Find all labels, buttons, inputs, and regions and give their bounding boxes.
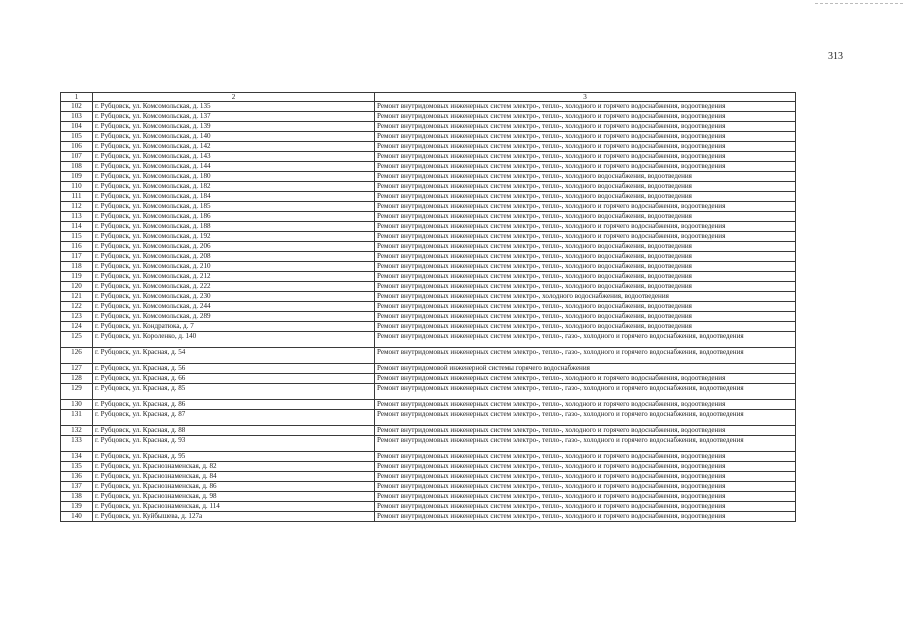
row-address: г. Рубцовск, ул. Красная, д. 56 bbox=[93, 364, 375, 374]
table-row bbox=[61, 462, 796, 472]
row-number: 122 bbox=[61, 302, 93, 312]
row-address: г. Рубцовск, ул. Комсомольская, д. 222 bbox=[93, 282, 375, 292]
row-number: 116 bbox=[61, 242, 93, 252]
row-work: Ремонт внутридомовых инженерных систем электро-, тепло-, холодного водоснабжения, водоотведения bbox=[375, 252, 796, 262]
row-address: г. Рубцовск, ул. Комсомольская, д. 212 bbox=[93, 272, 375, 282]
row-work: Ремонт внутридомовых инженерных систем электро-, тепло-, холодного водоснабжения, водоотведения bbox=[375, 172, 796, 182]
table-row bbox=[61, 272, 796, 282]
row-work: Ремонт внутридомовых инженерных систем электро-, тепло-, холодного и горячего водоснабжения, водоотведения bbox=[375, 122, 796, 132]
row-number: 115 bbox=[61, 232, 93, 242]
table-row bbox=[61, 282, 796, 292]
row-number: 106 bbox=[61, 142, 93, 152]
table-row bbox=[61, 202, 796, 212]
row-work: Ремонт внутридомовых инженерных систем электро-, тепло-, холодного и горячего водоснабжения, водоотведения bbox=[375, 162, 796, 172]
row-number: 135 bbox=[61, 462, 93, 472]
table-row bbox=[61, 242, 796, 252]
row-work: Ремонт внутридомовых инженерных систем электро-, тепло-, холодного водоснабжения, водоотведения bbox=[375, 262, 796, 272]
header-col-3: 3 bbox=[375, 93, 796, 102]
row-work: Ремонт внутридомовых инженерных систем электро-, холодного водоснабжения, водоотведения bbox=[375, 292, 796, 302]
row-number: 107 bbox=[61, 152, 93, 162]
row-number: 138 bbox=[61, 492, 93, 502]
row-address: г. Рубцовск, ул. Комсомольская, д. 244 bbox=[93, 302, 375, 312]
row-address: г. Рубцовск, ул. Краснознаменская, д. 84 bbox=[93, 472, 375, 482]
row-work: Ремонт внутридомовых инженерных систем электро-, тепло-, холодного и горячего водоснабжения, водоотведения bbox=[375, 142, 796, 152]
table-row bbox=[61, 222, 796, 232]
row-address: г. Рубцовск, ул. Короленко, д. 140 bbox=[93, 332, 375, 348]
row-number: 132 bbox=[61, 426, 93, 436]
table-row bbox=[61, 122, 796, 132]
table-row bbox=[61, 132, 796, 142]
row-work: Ремонт внутридомовых инженерных систем электро-, тепло-, холодного водоснабжения, водоотведения bbox=[375, 272, 796, 282]
row-number: 133 bbox=[61, 436, 93, 452]
row-work: Ремонт внутридомовых инженерных систем электро-, тепло-, холодного и горячего водоснабжения, водоотведения bbox=[375, 426, 796, 436]
table-row bbox=[61, 332, 796, 348]
table-row bbox=[61, 400, 796, 410]
table-row bbox=[61, 452, 796, 462]
row-number: 114 bbox=[61, 222, 93, 232]
row-work: Ремонт внутридомовых инженерных систем электро-, тепло-, холодного и горячего водоснабжения, водоотведения bbox=[375, 492, 796, 502]
row-address: г. Рубцовск, ул. Комсомольская, д. 139 bbox=[93, 122, 375, 132]
row-work: Ремонт внутридомовых инженерных систем электро-, тепло-, холодного и горячего водоснабжения, водоотведения bbox=[375, 232, 796, 242]
row-address: г. Рубцовск, ул. Красная, д. 87 bbox=[93, 410, 375, 426]
row-address: г. Рубцовск, ул. Куйбышева, д. 127а bbox=[93, 512, 375, 522]
row-number: 125 bbox=[61, 332, 93, 348]
table-row bbox=[61, 374, 796, 384]
row-number: 129 bbox=[61, 384, 93, 400]
row-address: г. Рубцовск, ул. Комсомольская, д. 206 bbox=[93, 242, 375, 252]
row-work: Ремонт внутридомовых инженерных систем электро-, тепло-, холодного и горячего водоснабжения, водоотведения bbox=[375, 132, 796, 142]
header-col-2: 2 bbox=[93, 93, 375, 102]
scan-artifact-line bbox=[815, 3, 903, 4]
row-work: Ремонт внутридомовых инженерных систем электро-, тепло-, холодного и горячего водоснабжения, водоотведения bbox=[375, 512, 796, 522]
row-number: 130 bbox=[61, 400, 93, 410]
row-address: г. Рубцовск, ул. Комсомольская, д. 210 bbox=[93, 262, 375, 272]
row-number: 117 bbox=[61, 252, 93, 262]
table-row bbox=[61, 162, 796, 172]
header-col-1: 1 bbox=[61, 93, 93, 102]
row-address: г. Рубцовск, ул. Кондратюка, д. 7 bbox=[93, 322, 375, 332]
row-number: 105 bbox=[61, 132, 93, 142]
row-work: Ремонт внутридомовых инженерных систем электро-, тепло-, холодного и горячего водоснабжения, водоотведения bbox=[375, 462, 796, 472]
row-number: 110 bbox=[61, 182, 93, 192]
row-address: г. Рубцовск, ул. Комсомольская, д. 230 bbox=[93, 292, 375, 302]
table-row bbox=[61, 492, 796, 502]
row-number: 128 bbox=[61, 374, 93, 384]
row-address: г. Рубцовск, ул. Комсомольская, д. 289 bbox=[93, 312, 375, 322]
row-work: Ремонт внутридомовых инженерных систем электро-, тепло-, холодного и горячего водоснабжения, водоотведения bbox=[375, 502, 796, 512]
table-row bbox=[61, 302, 796, 312]
table-row bbox=[61, 472, 796, 482]
row-address: г. Рубцовск, ул. Комсомольская, д. 184 bbox=[93, 192, 375, 202]
row-address: г. Рубцовск, ул. Краснознаменская, д. 86 bbox=[93, 482, 375, 492]
table-row bbox=[61, 426, 796, 436]
table-row bbox=[61, 102, 796, 112]
row-address: г. Рубцовск, ул. Комсомольская, д. 144 bbox=[93, 162, 375, 172]
row-work: Ремонт внутридомовых инженерных систем электро-, тепло-, холодного водоснабжения, водоотведения bbox=[375, 182, 796, 192]
row-address: г. Рубцовск, ул. Краснознаменская, д. 98 bbox=[93, 492, 375, 502]
row-address: г. Рубцовск, ул. Комсомольская, д. 182 bbox=[93, 182, 375, 192]
row-work: Ремонт внутридомовых инженерных систем электро-, тепло-, холодного водоснабжения, водоотведения bbox=[375, 322, 796, 332]
row-address: г. Рубцовск, ул. Красная, д. 66 bbox=[93, 374, 375, 384]
row-work: Ремонт внутридомовых инженерных систем электро-, тепло-, холодного и горячего водоснабжения, водоотведения bbox=[375, 452, 796, 462]
table-row bbox=[61, 142, 796, 152]
row-number: 109 bbox=[61, 172, 93, 182]
table-row bbox=[61, 312, 796, 322]
row-number: 136 bbox=[61, 472, 93, 482]
table-row bbox=[61, 152, 796, 162]
row-work: Ремонт внутридомовых инженерных систем электро-, тепло-, холодного и горячего водоснабжения, водоотведения bbox=[375, 374, 796, 384]
row-address: г. Рубцовск, ул. Красная, д. 88 bbox=[93, 426, 375, 436]
row-address: г. Рубцовск, ул. Комсомольская, д. 180 bbox=[93, 172, 375, 182]
row-work: Ремонт внутридомовых инженерных систем электро-, тепло-, холодного водоснабжения, водоотведения bbox=[375, 302, 796, 312]
table-row bbox=[61, 512, 796, 522]
row-number: 119 bbox=[61, 272, 93, 282]
table-row bbox=[61, 252, 796, 262]
row-address: г. Рубцовск, ул. Краснознаменская, д. 114 bbox=[93, 502, 375, 512]
table-body bbox=[61, 93, 796, 522]
row-number: 134 bbox=[61, 452, 93, 462]
table-row bbox=[61, 348, 796, 364]
row-number: 123 bbox=[61, 312, 93, 322]
row-address: г. Рубцовск, ул. Комсомольская, д. 140 bbox=[93, 132, 375, 142]
row-address: г. Рубцовск, ул. Комсомольская, д. 143 bbox=[93, 152, 375, 162]
table-row bbox=[61, 212, 796, 222]
row-number: 111 bbox=[61, 192, 93, 202]
row-address: г. Рубцовск, ул. Комсомольская, д. 135 bbox=[93, 102, 375, 112]
table-row bbox=[61, 182, 796, 192]
table-row bbox=[61, 410, 796, 426]
row-work: Ремонт внутридомовых инженерных систем электро-, тепло-, газо-, холодного и горячего водоснабжения, водоотведения bbox=[375, 410, 796, 426]
table-row bbox=[61, 436, 796, 452]
row-work: Ремонт внутридомовых инженерных систем электро-, тепло-, холодного водоснабжения, водоотведения bbox=[375, 282, 796, 292]
row-number: 104 bbox=[61, 122, 93, 132]
row-address: г. Рубцовск, ул. Красная, д. 85 bbox=[93, 384, 375, 400]
table-row bbox=[61, 322, 796, 332]
row-number: 127 bbox=[61, 364, 93, 374]
table-row bbox=[61, 502, 796, 512]
row-address: г. Рубцовск, ул. Комсомольская, д. 142 bbox=[93, 142, 375, 152]
row-number: 108 bbox=[61, 162, 93, 172]
row-address: г. Рубцовск, ул. Комсомольская, д. 185 bbox=[93, 202, 375, 212]
row-work: Ремонт внутридомовых инженерных систем электро-, тепло-, холодного и горячего водоснабжения, водоотведения bbox=[375, 112, 796, 122]
page-number: 313 bbox=[828, 51, 843, 62]
row-address: г. Рубцовск, ул. Краснознаменская, д. 82 bbox=[93, 462, 375, 472]
table-row bbox=[61, 292, 796, 302]
row-number: 131 bbox=[61, 410, 93, 426]
row-work: Ремонт внутридомовых инженерных систем электро-, тепло-, холодного водоснабжения, водоотведения bbox=[375, 242, 796, 252]
row-number: 139 bbox=[61, 502, 93, 512]
row-work: Ремонт внутридомовых инженерных систем электро-, тепло-, холодного и горячего водоснабжения, водоотведения bbox=[375, 152, 796, 162]
table-row bbox=[61, 364, 796, 374]
row-address: г. Рубцовск, ул. Комсомольская, д. 186 bbox=[93, 212, 375, 222]
row-number: 102 bbox=[61, 102, 93, 112]
row-work: Ремонт внутридомовых инженерных систем электро-, тепло-, холодного и горячего водоснабжения, водоотведения bbox=[375, 222, 796, 232]
table-row bbox=[61, 112, 796, 122]
row-number: 140 bbox=[61, 512, 93, 522]
row-number: 121 bbox=[61, 292, 93, 302]
table-row bbox=[61, 262, 796, 272]
row-number: 113 bbox=[61, 212, 93, 222]
row-work: Ремонт внутридомовых инженерных систем электро-, тепло-, холодного водоснабжения, водоотведения bbox=[375, 212, 796, 222]
row-work: Ремонт внутридомовых инженерных систем электро-, тепло-, газо-, холодного и горячего водоснабжения, водоотведения bbox=[375, 332, 796, 348]
row-address: г. Рубцовск, ул. Комсомольская, д. 192 bbox=[93, 232, 375, 242]
repair-table bbox=[60, 92, 796, 522]
row-work: Ремонт внутридомовых инженерных систем электро-, тепло-, холодного и горячего водоснабжения, водоотведения bbox=[375, 482, 796, 492]
table-row bbox=[61, 232, 796, 242]
row-work: Ремонт внутридомовых инженерных систем электро-, тепло-, холодного и горячего водоснабжения, водоотведения bbox=[375, 472, 796, 482]
table-row bbox=[61, 192, 796, 202]
row-work: Ремонт внутридомовых инженерных систем электро-, тепло-, холодного и горячего водоснабжения, водоотведения bbox=[375, 202, 796, 212]
row-address: г. Рубцовск, ул. Комсомольская, д. 188 bbox=[93, 222, 375, 232]
row-address: г. Рубцовск, ул. Красная, д. 54 bbox=[93, 348, 375, 364]
row-number: 103 bbox=[61, 112, 93, 122]
row-address: г. Рубцовск, ул. Красная, д. 86 bbox=[93, 400, 375, 410]
row-number: 118 bbox=[61, 262, 93, 272]
row-number: 112 bbox=[61, 202, 93, 212]
table-row bbox=[61, 482, 796, 492]
row-work: Ремонт внутридомовых инженерных систем электро-, тепло-, холодного и горячего водоснабжения, водоотведения bbox=[375, 400, 796, 410]
table-header-row bbox=[61, 93, 796, 102]
row-number: 120 bbox=[61, 282, 93, 292]
row-address: г. Рубцовск, ул. Красная, д. 95 bbox=[93, 452, 375, 462]
row-number: 124 bbox=[61, 322, 93, 332]
row-work: Ремонт внутридомовых инженерных систем электро-, тепло-, холодного и горячего водоснабжения, водоотведения bbox=[375, 102, 796, 112]
row-address: г. Рубцовск, ул. Красная, д. 93 bbox=[93, 436, 375, 452]
row-work: Ремонт внутридомовых инженерных систем электро-, тепло-, холодного водоснабжения, водоотведения bbox=[375, 192, 796, 202]
table-row bbox=[61, 172, 796, 182]
row-work: Ремонт внутридомовой инженерной системы горячего водоснабжения bbox=[375, 364, 796, 374]
row-work: Ремонт внутридомовых инженерных систем электро-, тепло-, газо-, холодного и горячего водоснабжения, водоотведения bbox=[375, 348, 796, 364]
table-row bbox=[61, 384, 796, 400]
row-address: г. Рубцовск, ул. Комсомольская, д. 137 bbox=[93, 112, 375, 122]
row-number: 137 bbox=[61, 482, 93, 492]
row-work: Ремонт внутридомовых инженерных систем электро-, тепло-, газо-, холодного и горячего водоснабжения, водоотведения bbox=[375, 436, 796, 452]
row-address: г. Рубцовск, ул. Комсомольская, д. 208 bbox=[93, 252, 375, 262]
row-number: 126 bbox=[61, 348, 93, 364]
row-work: Ремонт внутридомовых инженерных систем электро-, тепло-, газо-, холодного и горячего водоснабжения, водоотведения bbox=[375, 384, 796, 400]
row-work: Ремонт внутридомовых инженерных систем электро-, тепло-, холодного водоснабжения, водоотведения bbox=[375, 312, 796, 322]
